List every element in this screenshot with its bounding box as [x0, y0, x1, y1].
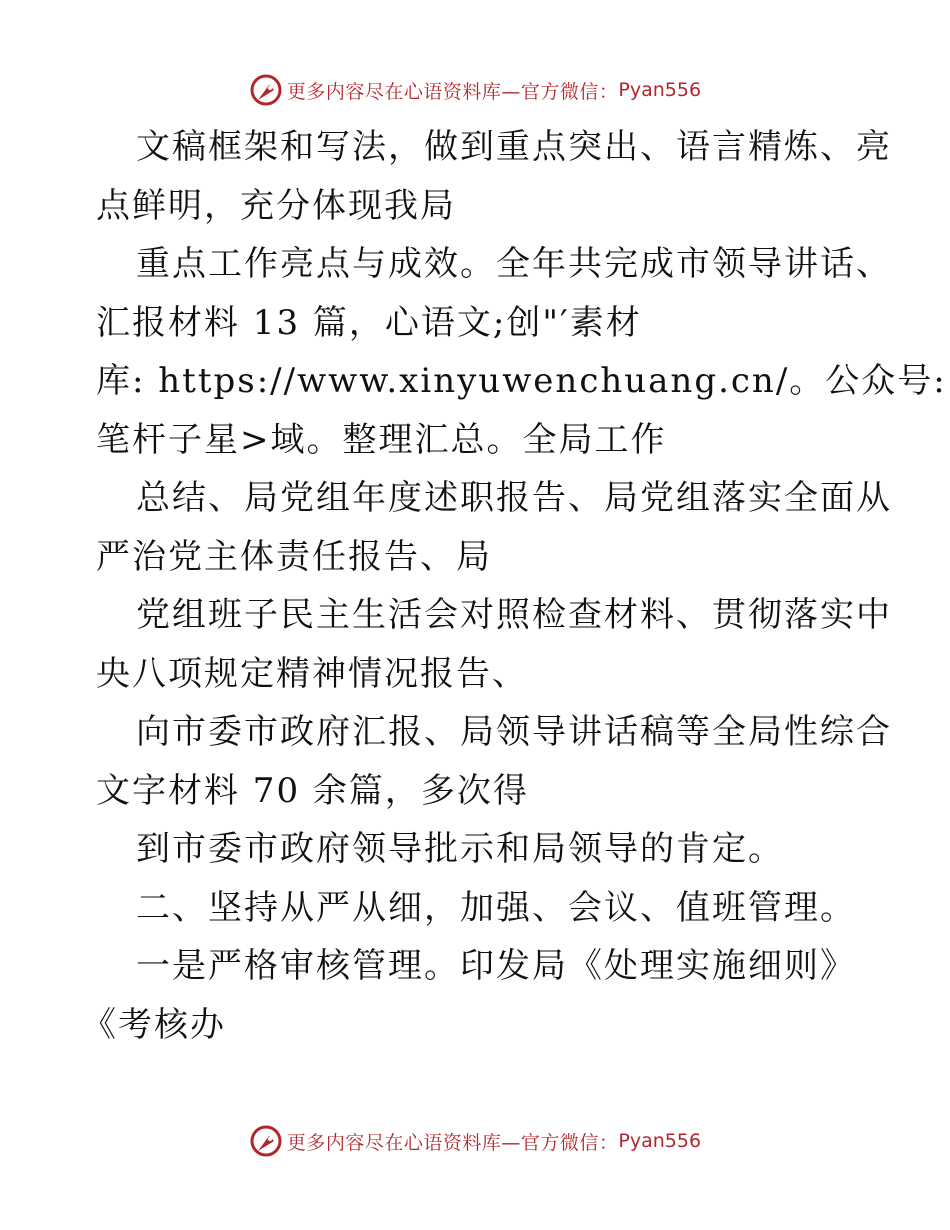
body-line: 一是严格审核管理。印发局《处理实施细则》	[136, 946, 856, 986]
footer-wechat-id: Pyan556	[618, 1130, 702, 1152]
footer-banner	[0, 1121, 950, 1161]
body-line: 文稿框架和写法，做到重点突出、语言精炼、亮	[136, 127, 892, 167]
body-line: 汇报材料 13 篇，心语文;创"′素材	[96, 302, 642, 343]
body-line: 党组班子民主生活会对照检查材料、贯彻落实中	[136, 595, 892, 635]
pen-nib-logo-icon	[249, 1124, 283, 1158]
header-banner	[0, 70, 950, 110]
body-line: 点鲜明，充分体现我局	[96, 185, 456, 226]
body-line: 到市委市政府领导批示和局领导的肯定。	[136, 829, 784, 869]
body-line: 笔杆子星>域。整理汇总。全局工作	[96, 419, 667, 460]
body-line: 文字材料 70 余篇，多次得	[96, 770, 529, 811]
body-line: 央八项规定精神情况报告、	[96, 653, 528, 694]
body-line: 严治党主体责任报告、局	[96, 536, 492, 577]
body-line: 《考核办	[82, 1004, 226, 1045]
header-banner-text: 更多内容尽在心语资料库—官方微信：	[286, 80, 619, 103]
footer-banner-text: 更多内容尽在心语资料库—官方微信：	[286, 1131, 619, 1154]
body-line: 重点工作亮点与成效。全年共完成市领导讲话、	[136, 244, 892, 284]
body-line: 向市委市政府汇报、局领导讲话稿等全局性综合	[136, 712, 892, 752]
body-line: 总结、局党组年度述职报告、局党组落实全面从	[136, 478, 892, 518]
header-wechat-id: Pyan556	[618, 79, 702, 101]
pen-nib-logo-icon	[249, 73, 283, 107]
section-heading: 二、坚持从严从细，加强、会议、值班管理。	[136, 887, 856, 928]
body-line: 库: https://www.xinyuwenchuang.cn/。公众号:	[96, 361, 947, 401]
document-body	[82, 118, 947, 1054]
